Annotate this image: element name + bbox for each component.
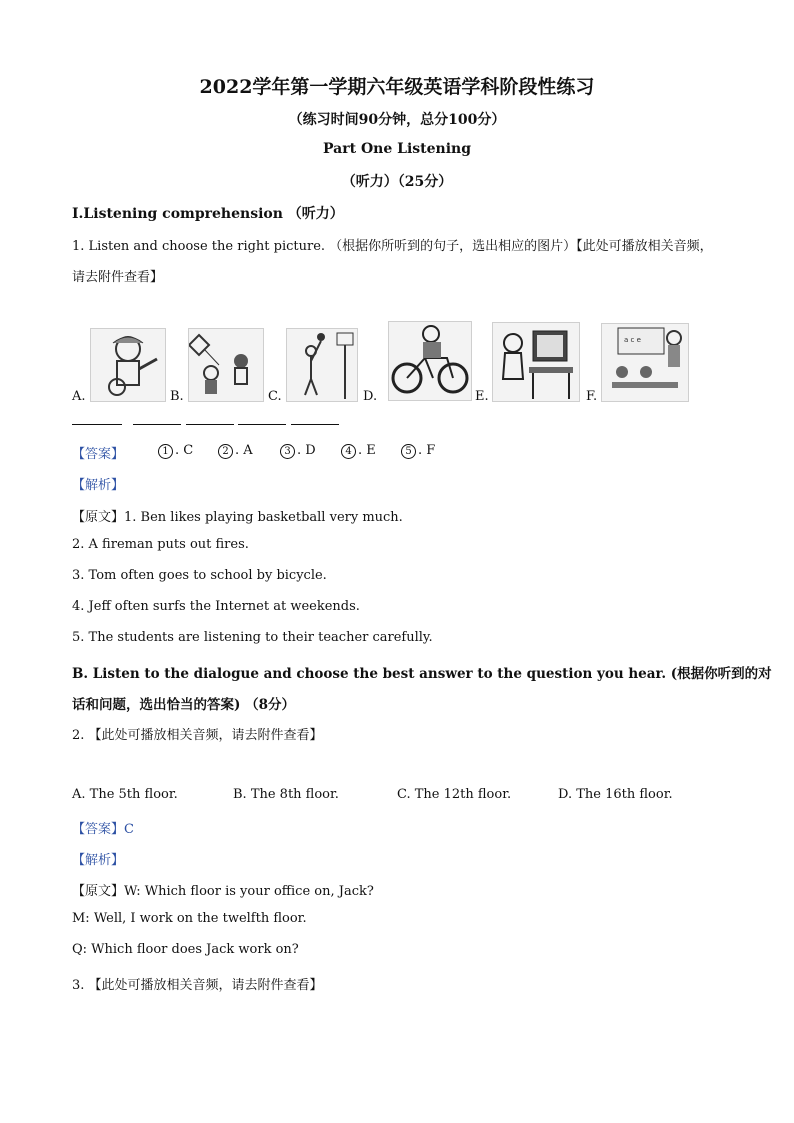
section-b-heading: B. Listen to the dialogue and choose the best answer to the question you hear. (根据你听到的对 [72, 666, 772, 682]
transcript-line: 【原文】W: Which floor is your office on, Jack? [72, 884, 374, 899]
computer-icon [492, 322, 580, 402]
answer-label: 【答案】C [72, 822, 134, 837]
page-title: 2022学年第一学期六年级英语学科阶段性练习 [199, 76, 595, 98]
exam-subtitle: （练习时间90分钟，总分100分） [288, 112, 506, 128]
option-a-label: A. [72, 389, 86, 404]
transcript-line: 5. The students are listening to their teacher carefully. [72, 630, 433, 645]
choice-a: A. The 5th floor. [72, 787, 178, 802]
bicycle-icon [388, 321, 472, 401]
answer-item: 2 . A [218, 443, 253, 459]
choice-b: B. The 8th floor. [233, 787, 339, 802]
transcript-line: 2. A fireman puts out fires. [72, 537, 249, 552]
answer-item: 1 . C [158, 443, 193, 459]
fireman-icon [90, 328, 166, 402]
option-b-label: B. [170, 389, 184, 404]
answer-blank [72, 424, 122, 425]
option-f-label: F. [586, 389, 598, 404]
answer-label: 【答案】 [72, 447, 125, 462]
part-subheading: （听力）（25分） [341, 174, 453, 190]
svg-text:a c e: a c e [624, 336, 641, 344]
transcript-line: Q: Which floor does Jack work on? [72, 942, 299, 957]
transcript-line: 3. Tom often goes to school by bicycle. [72, 568, 327, 583]
question-1-text-cont: 请去附件查看】 [72, 270, 164, 285]
answer-item: 4 . E [341, 443, 376, 459]
classroom-icon [601, 323, 689, 402]
section-b-heading-cont: 话和问题，选出恰当的答案) （8分） [72, 697, 295, 713]
answer-item: 3 . D [280, 443, 316, 459]
question-2-text: 2. 【此处可播放相关音频，请去附件查看】 [72, 728, 323, 743]
answer-blank [133, 424, 181, 425]
analysis-label: 【解析】 [72, 853, 125, 868]
answer-blank [238, 424, 286, 425]
answer-item: 5 . F [401, 443, 435, 459]
answer-blank [291, 424, 339, 425]
answer-blank [186, 424, 234, 425]
option-e-label: E. [475, 389, 489, 404]
transcript-line: 4. Jeff often surfs the Internet at weekends. [72, 599, 360, 614]
question-1-text: 1. Listen and choose the right picture. （根据你所听到的句子，选出相应的图片）【此处可播放相关音频， [72, 239, 713, 254]
part-heading: Part One Listening [323, 141, 471, 157]
kite-kids-icon [188, 328, 264, 402]
section-heading: I.Listening comprehension （听力） [72, 206, 344, 222]
option-c-label: C. [268, 389, 282, 404]
question-3-text: 3. 【此处可播放相关音频，请去附件查看】 [72, 978, 323, 993]
choice-d: D. The 16th floor. [558, 787, 673, 802]
choice-c: C. The 12th floor. [397, 787, 512, 802]
transcript-line: 【原文】1. Ben likes playing basketball very much. [72, 510, 403, 525]
option-d-label: D. [363, 389, 378, 404]
basketball-icon [286, 328, 358, 402]
transcript-line: M: Well, I work on the twelfth floor. [72, 911, 307, 926]
analysis-label: 【解析】 [72, 478, 125, 493]
